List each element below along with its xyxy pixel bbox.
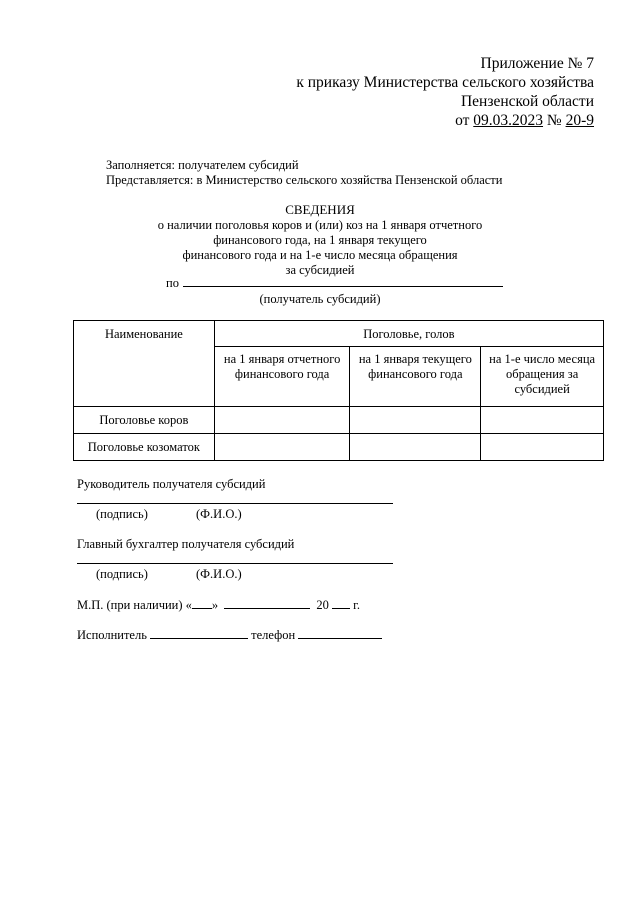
subheader-label: на 1 января текущего финансового года	[358, 352, 472, 381]
order-date: 09.03.2023	[473, 112, 544, 129]
col-name-label: Наименование	[104, 327, 183, 341]
subheader-label: на 1 января отчетного финансового года	[223, 352, 341, 381]
subheader-label: на 1-е число месяца обращения за субсидией	[489, 352, 596, 396]
table-cell[interactable]	[481, 407, 604, 434]
seal-date-line	[77, 597, 360, 613]
group-header-label: Поголовье, голов	[363, 327, 455, 341]
fio-hint: (Ф.И.О.)	[196, 567, 242, 581]
year-prefix: 20	[316, 598, 329, 612]
document-title: СВЕДЕНИЯ	[285, 202, 355, 217]
table-cell[interactable]	[481, 434, 604, 461]
subheader-reporting-year	[214, 347, 350, 407]
table-cell[interactable]	[214, 407, 350, 434]
executor-label: Исполнитель	[77, 628, 147, 642]
submitted-to: Представляется: в Министерство сельского хозяйства Пензенской области	[106, 173, 503, 187]
region-name: Пензенской области	[460, 93, 594, 110]
subheader-current-year	[350, 347, 481, 407]
appendix-header	[296, 54, 594, 130]
recipient-row	[166, 276, 503, 291]
executor-line	[77, 627, 382, 643]
row-name: Поголовье коров	[74, 407, 215, 434]
order-date-line	[296, 111, 594, 130]
row-name: Поголовье козоматок	[74, 434, 215, 461]
fill-info	[106, 158, 502, 188]
subheader-application-month	[481, 347, 604, 407]
close-quote: »	[211, 598, 219, 612]
table-cell[interactable]	[350, 407, 481, 434]
table-row	[74, 434, 604, 461]
filled-by: Заполняется: получателем субсидий	[106, 158, 299, 172]
subtitle-line: финансового года, на 1 января текущего	[213, 233, 427, 247]
accountant-signature-line[interactable]	[77, 563, 393, 564]
day-field[interactable]	[192, 597, 212, 609]
head-signature-hints	[96, 507, 242, 522]
recipient-caption: (получатель субсидий)	[259, 292, 381, 306]
order-number: 20-9	[565, 112, 594, 129]
accountant-label: Главный бухгалтер получателя субсидий	[77, 537, 295, 551]
table-cell[interactable]	[350, 434, 481, 461]
recipient-field[interactable]	[183, 276, 503, 287]
fio-hint: (Ф.И.О.)	[196, 507, 242, 521]
table-cell[interactable]	[214, 434, 350, 461]
year-field[interactable]	[332, 597, 350, 609]
number-prefix: №	[543, 112, 566, 129]
signature-hint: (подпись)	[96, 567, 148, 581]
month-field[interactable]	[224, 597, 310, 609]
livestock-table	[73, 320, 604, 461]
subtitle-line: о наличии поголовья коров и (или) коз на 1 января отчетного	[157, 218, 483, 232]
seal-prefix: М.П. (при наличии) «	[77, 598, 192, 612]
accountant-signature-hints	[96, 567, 242, 582]
year-suffix: г.	[353, 598, 361, 612]
phone-label: телефон	[251, 628, 296, 642]
executor-field[interactable]	[150, 627, 248, 639]
po-label: по	[166, 276, 179, 290]
signature-hint: (подпись)	[96, 507, 148, 521]
group-header	[214, 321, 603, 347]
subtitle-line: финансового года и на 1-е число месяца обращения	[182, 248, 458, 262]
table-row	[74, 407, 604, 434]
order-reference: к приказу Министерства сельского хозяйства	[296, 74, 594, 91]
head-signature-line[interactable]	[77, 503, 393, 504]
phone-field[interactable]	[298, 627, 382, 639]
subtitle-line: за субсидией	[285, 263, 355, 277]
document-subtitle	[0, 218, 640, 278]
col-name-header	[74, 321, 215, 407]
head-label: Руководитель получателя субсидий	[77, 477, 266, 491]
date-prefix: от	[455, 112, 474, 129]
appendix-number: Приложение № 7	[480, 55, 594, 72]
